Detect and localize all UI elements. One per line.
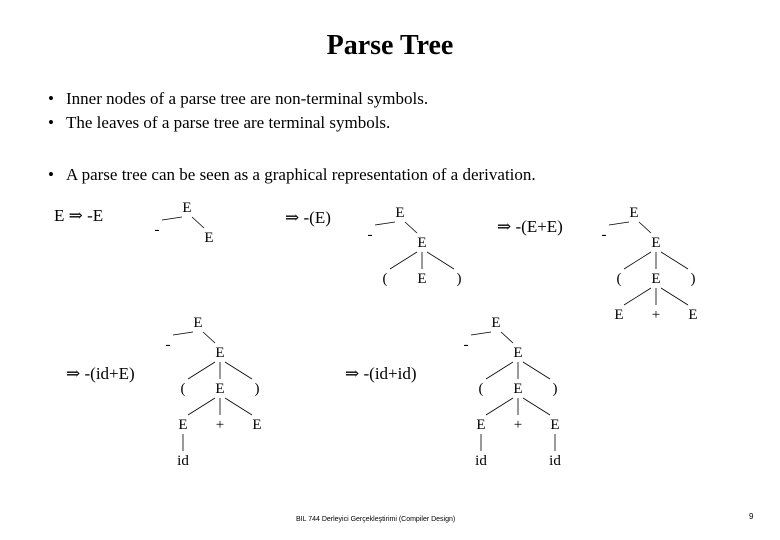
tree-edge — [523, 398, 550, 415]
tree-node: ( — [616, 271, 622, 287]
derivation-result: -E — [87, 206, 104, 225]
tree-node: E — [651, 271, 661, 287]
tree-edge — [162, 217, 182, 220]
tree-edge — [173, 332, 193, 335]
page-number: 9 — [749, 512, 754, 521]
derivation-result: -(E+E) — [515, 217, 563, 236]
tree-node: E — [417, 235, 427, 251]
footer-text: BIL 744 Derleyici Gerçekleştirimi (Compiler Design) — [296, 516, 456, 523]
tree-node: - — [154, 222, 160, 238]
bullet-dot: • — [48, 113, 54, 132]
tree-edge — [188, 362, 215, 379]
bullet-dot: • — [48, 89, 54, 108]
tree-edge — [486, 398, 513, 415]
tree-node: ) — [690, 271, 696, 287]
tree-edge — [192, 217, 204, 228]
derives-arrow-icon: ⇒ — [285, 208, 300, 227]
slide-title: Parse Tree — [326, 30, 454, 61]
tree-node: id — [475, 453, 487, 469]
bullet-text: A parse tree can be seen as a graphical representation of a derivation. — [66, 165, 536, 184]
tree-node: E — [193, 315, 203, 331]
tree-edge — [188, 398, 215, 415]
tree-node: E — [476, 417, 486, 433]
tree-node: E — [215, 381, 225, 397]
derivation-start: E — [54, 206, 65, 225]
tree-edge — [661, 252, 688, 269]
derivation-result: -(id+id) — [363, 364, 417, 383]
bullet-text: The leaves of a parse tree are terminal symbols. — [66, 113, 391, 132]
derivation-result: -(E) — [303, 208, 331, 227]
tree-node: ) — [552, 381, 558, 397]
tree-node: E — [651, 235, 661, 251]
tree-node: E — [688, 307, 698, 323]
derives-arrow-icon: ⇒ — [68, 206, 83, 225]
tree-edge — [375, 222, 395, 225]
derives-arrow-icon: ⇒ — [345, 364, 360, 383]
tree-edge — [225, 362, 252, 379]
tree-node: - — [165, 337, 171, 353]
tree-node: ) — [456, 271, 462, 287]
tree-node: ) — [254, 381, 260, 397]
tree-node: E — [417, 271, 427, 287]
tree-edge — [486, 362, 513, 379]
tree-node: E — [513, 381, 523, 397]
tree-edge — [501, 332, 513, 343]
tree-node: ( — [382, 271, 388, 287]
tree-node: E — [550, 417, 560, 433]
tree-node: E — [215, 345, 225, 361]
derives-arrow-icon: ⇒ — [66, 364, 81, 383]
tree-edge — [427, 252, 454, 269]
tree-edge — [225, 398, 252, 415]
tree-node: - — [463, 337, 469, 353]
tree-edge — [203, 332, 215, 343]
tree-node: + — [513, 417, 523, 433]
tree-node: E — [178, 417, 188, 433]
tree-node: E — [491, 315, 501, 331]
tree-node: - — [367, 227, 373, 243]
bullet-text: Inner nodes of a parse tree are non-terminal symbols. — [66, 89, 429, 108]
tree-node: - — [601, 227, 607, 243]
tree-edge — [624, 288, 651, 305]
tree-node: E — [614, 307, 624, 323]
tree-node: E — [204, 230, 214, 246]
tree-edge — [624, 252, 651, 269]
tree-node: E — [182, 200, 192, 216]
tree-edge — [405, 222, 417, 233]
derivation-result: -(id+E) — [84, 364, 135, 383]
tree-edge — [523, 362, 550, 379]
tree-node: ( — [478, 381, 484, 397]
tree-node: E — [513, 345, 523, 361]
tree-node: + — [215, 417, 225, 433]
tree-edge — [639, 222, 651, 233]
tree-edge — [609, 222, 629, 225]
derives-arrow-icon: ⇒ — [497, 217, 512, 236]
tree-node: + — [651, 307, 661, 323]
bullet-dot: • — [48, 165, 54, 184]
tree-node: ( — [180, 381, 186, 397]
tree-node: E — [252, 417, 262, 433]
tree-edge — [471, 332, 491, 335]
tree-node: E — [629, 205, 639, 221]
tree-node: E — [395, 205, 405, 221]
tree-edge — [661, 288, 688, 305]
tree-node: id — [549, 453, 561, 469]
tree-edge — [390, 252, 417, 269]
tree-node: id — [177, 453, 189, 469]
